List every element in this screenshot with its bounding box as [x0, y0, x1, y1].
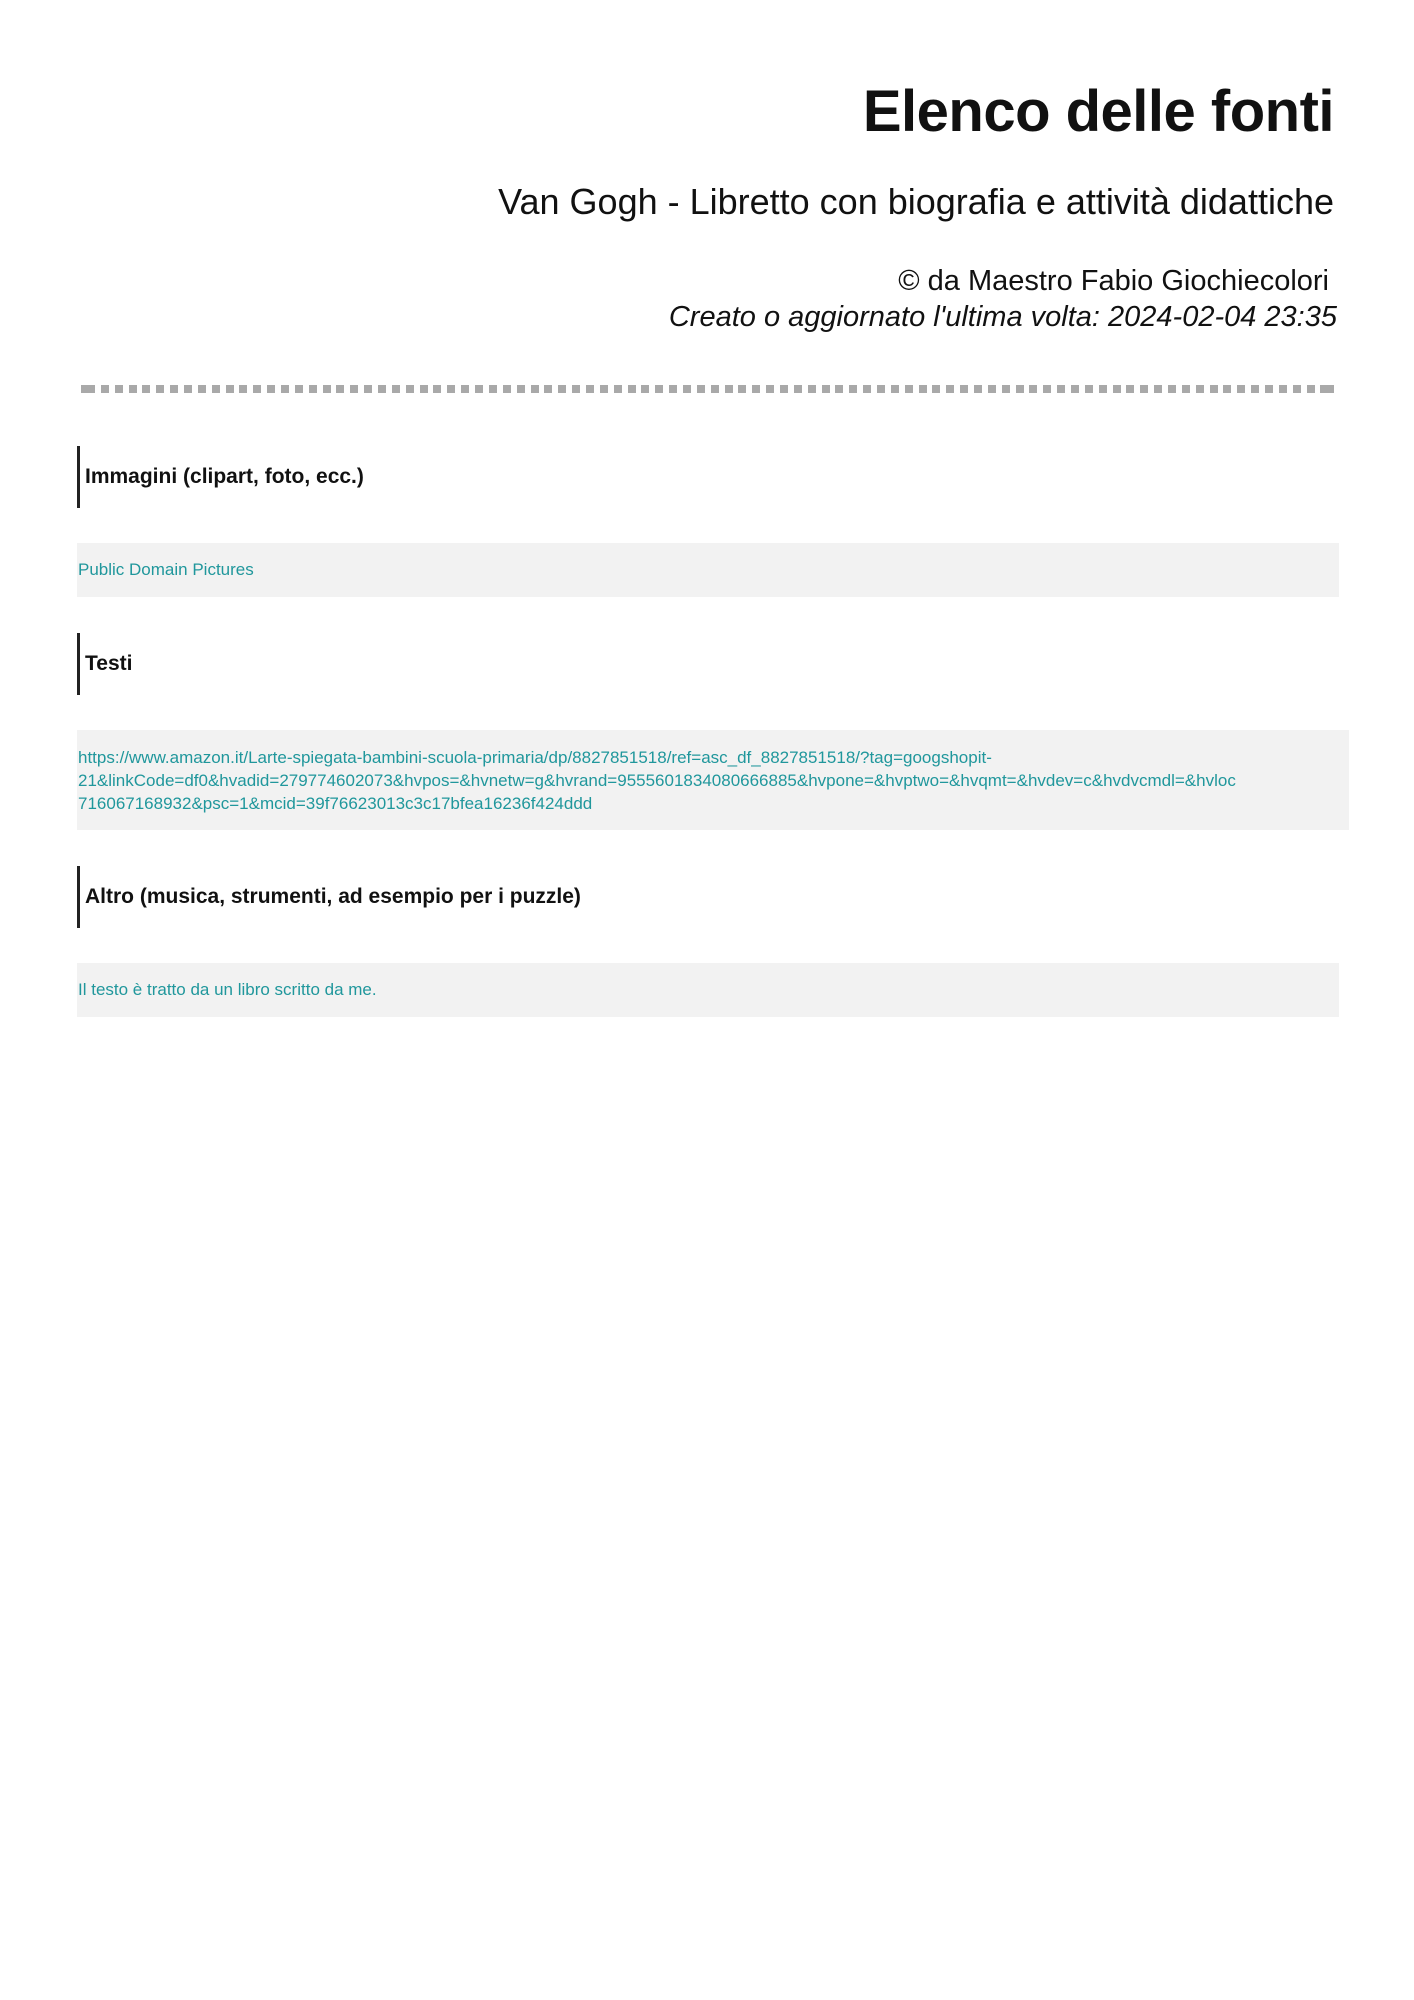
- divider-dash: [1265, 385, 1273, 393]
- divider-dash: [350, 385, 358, 393]
- divider-dash: [919, 385, 927, 393]
- page-subtitle: Van Gogh - Libretto con biografia e attività didattiche: [498, 181, 1334, 222]
- divider-dash: [1293, 385, 1301, 393]
- divider-dash: [406, 385, 414, 393]
- divider-dash: [641, 385, 649, 393]
- last-updated: Creato o aggiornato l'ultima volta: 2024-02-04 23:35: [668, 301, 1337, 333]
- divider-dash: [198, 385, 206, 393]
- divider-dash: [891, 385, 899, 393]
- divider-dash: [863, 385, 871, 393]
- source-link-amazon-line-3[interactable]: 716067168932&psc=1&mcid=39f76623013c3c17bfea16236f424ddd: [78, 794, 593, 813]
- divider-dash: [808, 385, 816, 393]
- divider-dash: [1223, 385, 1231, 393]
- divider-dash: [212, 385, 220, 393]
- divider-dash: [794, 385, 802, 393]
- divider-dash: [905, 385, 913, 393]
- divider-dash: [226, 385, 234, 393]
- divider-dash: [669, 385, 677, 393]
- divider-dash: [170, 385, 178, 393]
- source-link-public-domain-pictures[interactable]: Public Domain Pictures: [78, 560, 254, 579]
- divider-dash: [946, 385, 954, 393]
- divider-dash: [711, 385, 719, 393]
- divider-dash: [392, 385, 400, 393]
- divider-dash: [655, 385, 663, 393]
- divider-dash: [752, 385, 760, 393]
- divider-dash: [1237, 385, 1245, 393]
- divider-dash: [1168, 385, 1176, 393]
- divider-dash: [1002, 385, 1010, 393]
- divider-dash: [1029, 385, 1037, 393]
- divider-dash: [101, 385, 109, 393]
- divider-dash: [1085, 385, 1093, 393]
- divider-dash: [184, 385, 192, 393]
- divider-dash: [517, 385, 525, 393]
- divider-dash: [974, 385, 982, 393]
- divider-dash: [1113, 385, 1121, 393]
- divider-dash: [309, 385, 317, 393]
- divider-dash: [489, 385, 497, 393]
- divider-dash: [1251, 385, 1259, 393]
- divider-dash: [822, 385, 830, 393]
- divider-dash: [1182, 385, 1190, 393]
- source-box-other: [77, 963, 1339, 1017]
- author-credit: © da Maestro Fabio Giochiecolori: [898, 265, 1329, 297]
- divider-dash: [447, 385, 455, 393]
- divider-dash: [1210, 385, 1218, 393]
- divider-dash: [378, 385, 386, 393]
- divider-dash: [1320, 385, 1334, 393]
- divider-dash: [1154, 385, 1162, 393]
- source-box-images: [77, 543, 1339, 597]
- divider-dash: [461, 385, 469, 393]
- divider-dash: [1043, 385, 1051, 393]
- divider-dash: [1279, 385, 1287, 393]
- divider-dash: [988, 385, 996, 393]
- source-box-texts: [77, 730, 1349, 830]
- source-link-own-book[interactable]: Il testo è tratto da un libro scritto da me.: [78, 980, 377, 999]
- divider-dash: [129, 385, 137, 393]
- source-link-amazon-line-2[interactable]: 21&linkCode=df0&hvadid=279774602073&hvpos=&hvnetw=g&hvrand=9555601834080666885&hvpone=&hvptwo=&hvqmt=&hvdev=c&hvdvcmdl=&hvloc: [78, 771, 1236, 790]
- divider-dash: [766, 385, 774, 393]
- divider-dash: [697, 385, 705, 393]
- divider-dash: [420, 385, 428, 393]
- divider-dash: [503, 385, 511, 393]
- divider-dash: [1016, 385, 1024, 393]
- divider-dash: [725, 385, 733, 393]
- divider-dash: [544, 385, 552, 393]
- divider-dash: [614, 385, 622, 393]
- divider-dash: [835, 385, 843, 393]
- divider-dash: [932, 385, 940, 393]
- divider-dash: [281, 385, 289, 393]
- divider-dash: [253, 385, 261, 393]
- divider-dash: [364, 385, 372, 393]
- divider-dash: [628, 385, 636, 393]
- divider-dash: [558, 385, 566, 393]
- divider-dash: [475, 385, 483, 393]
- divider-dash: [877, 385, 885, 393]
- divider-dash: [1126, 385, 1134, 393]
- divider-dash: [267, 385, 275, 393]
- divider-dash: [1196, 385, 1204, 393]
- divider-dash: [1140, 385, 1148, 393]
- section-heading-texts: Testi: [77, 633, 377, 695]
- divider-dash: [1307, 385, 1315, 393]
- divider-dash: [531, 385, 539, 393]
- divider-dash: [295, 385, 303, 393]
- divider-dash: [323, 385, 331, 393]
- divider-dash: [156, 385, 164, 393]
- divider-dash: [81, 385, 95, 393]
- divider-dash: [572, 385, 580, 393]
- divider-dash: [115, 385, 123, 393]
- divider-dash: [239, 385, 247, 393]
- divider-dash: [336, 385, 344, 393]
- divider-dash: [1099, 385, 1107, 393]
- section-heading-images: Immagini (clipart, foto, ecc.): [77, 446, 477, 508]
- divider-dash: [433, 385, 441, 393]
- divider-dash: [586, 385, 594, 393]
- divider-dash: [600, 385, 608, 393]
- divider-dash: [1071, 385, 1079, 393]
- divider-dash: [683, 385, 691, 393]
- divider-dash: [780, 385, 788, 393]
- source-link-amazon-line-1[interactable]: https://www.amazon.it/Larte-spiegata-bambini-scuola-primaria/dp/8827851518/ref=asc_df_8827851518/?tag=googshopit-: [78, 748, 992, 767]
- dashed-divider: [81, 385, 1335, 393]
- divider-dash: [1057, 385, 1065, 393]
- divider-dash: [849, 385, 857, 393]
- divider-dash: [738, 385, 746, 393]
- section-heading-other: Altro (musica, strumenti, ad esempio per i puzzle): [77, 866, 777, 928]
- divider-dash: [142, 385, 150, 393]
- page-title: Elenco delle fonti: [862, 79, 1334, 144]
- divider-dash: [960, 385, 968, 393]
